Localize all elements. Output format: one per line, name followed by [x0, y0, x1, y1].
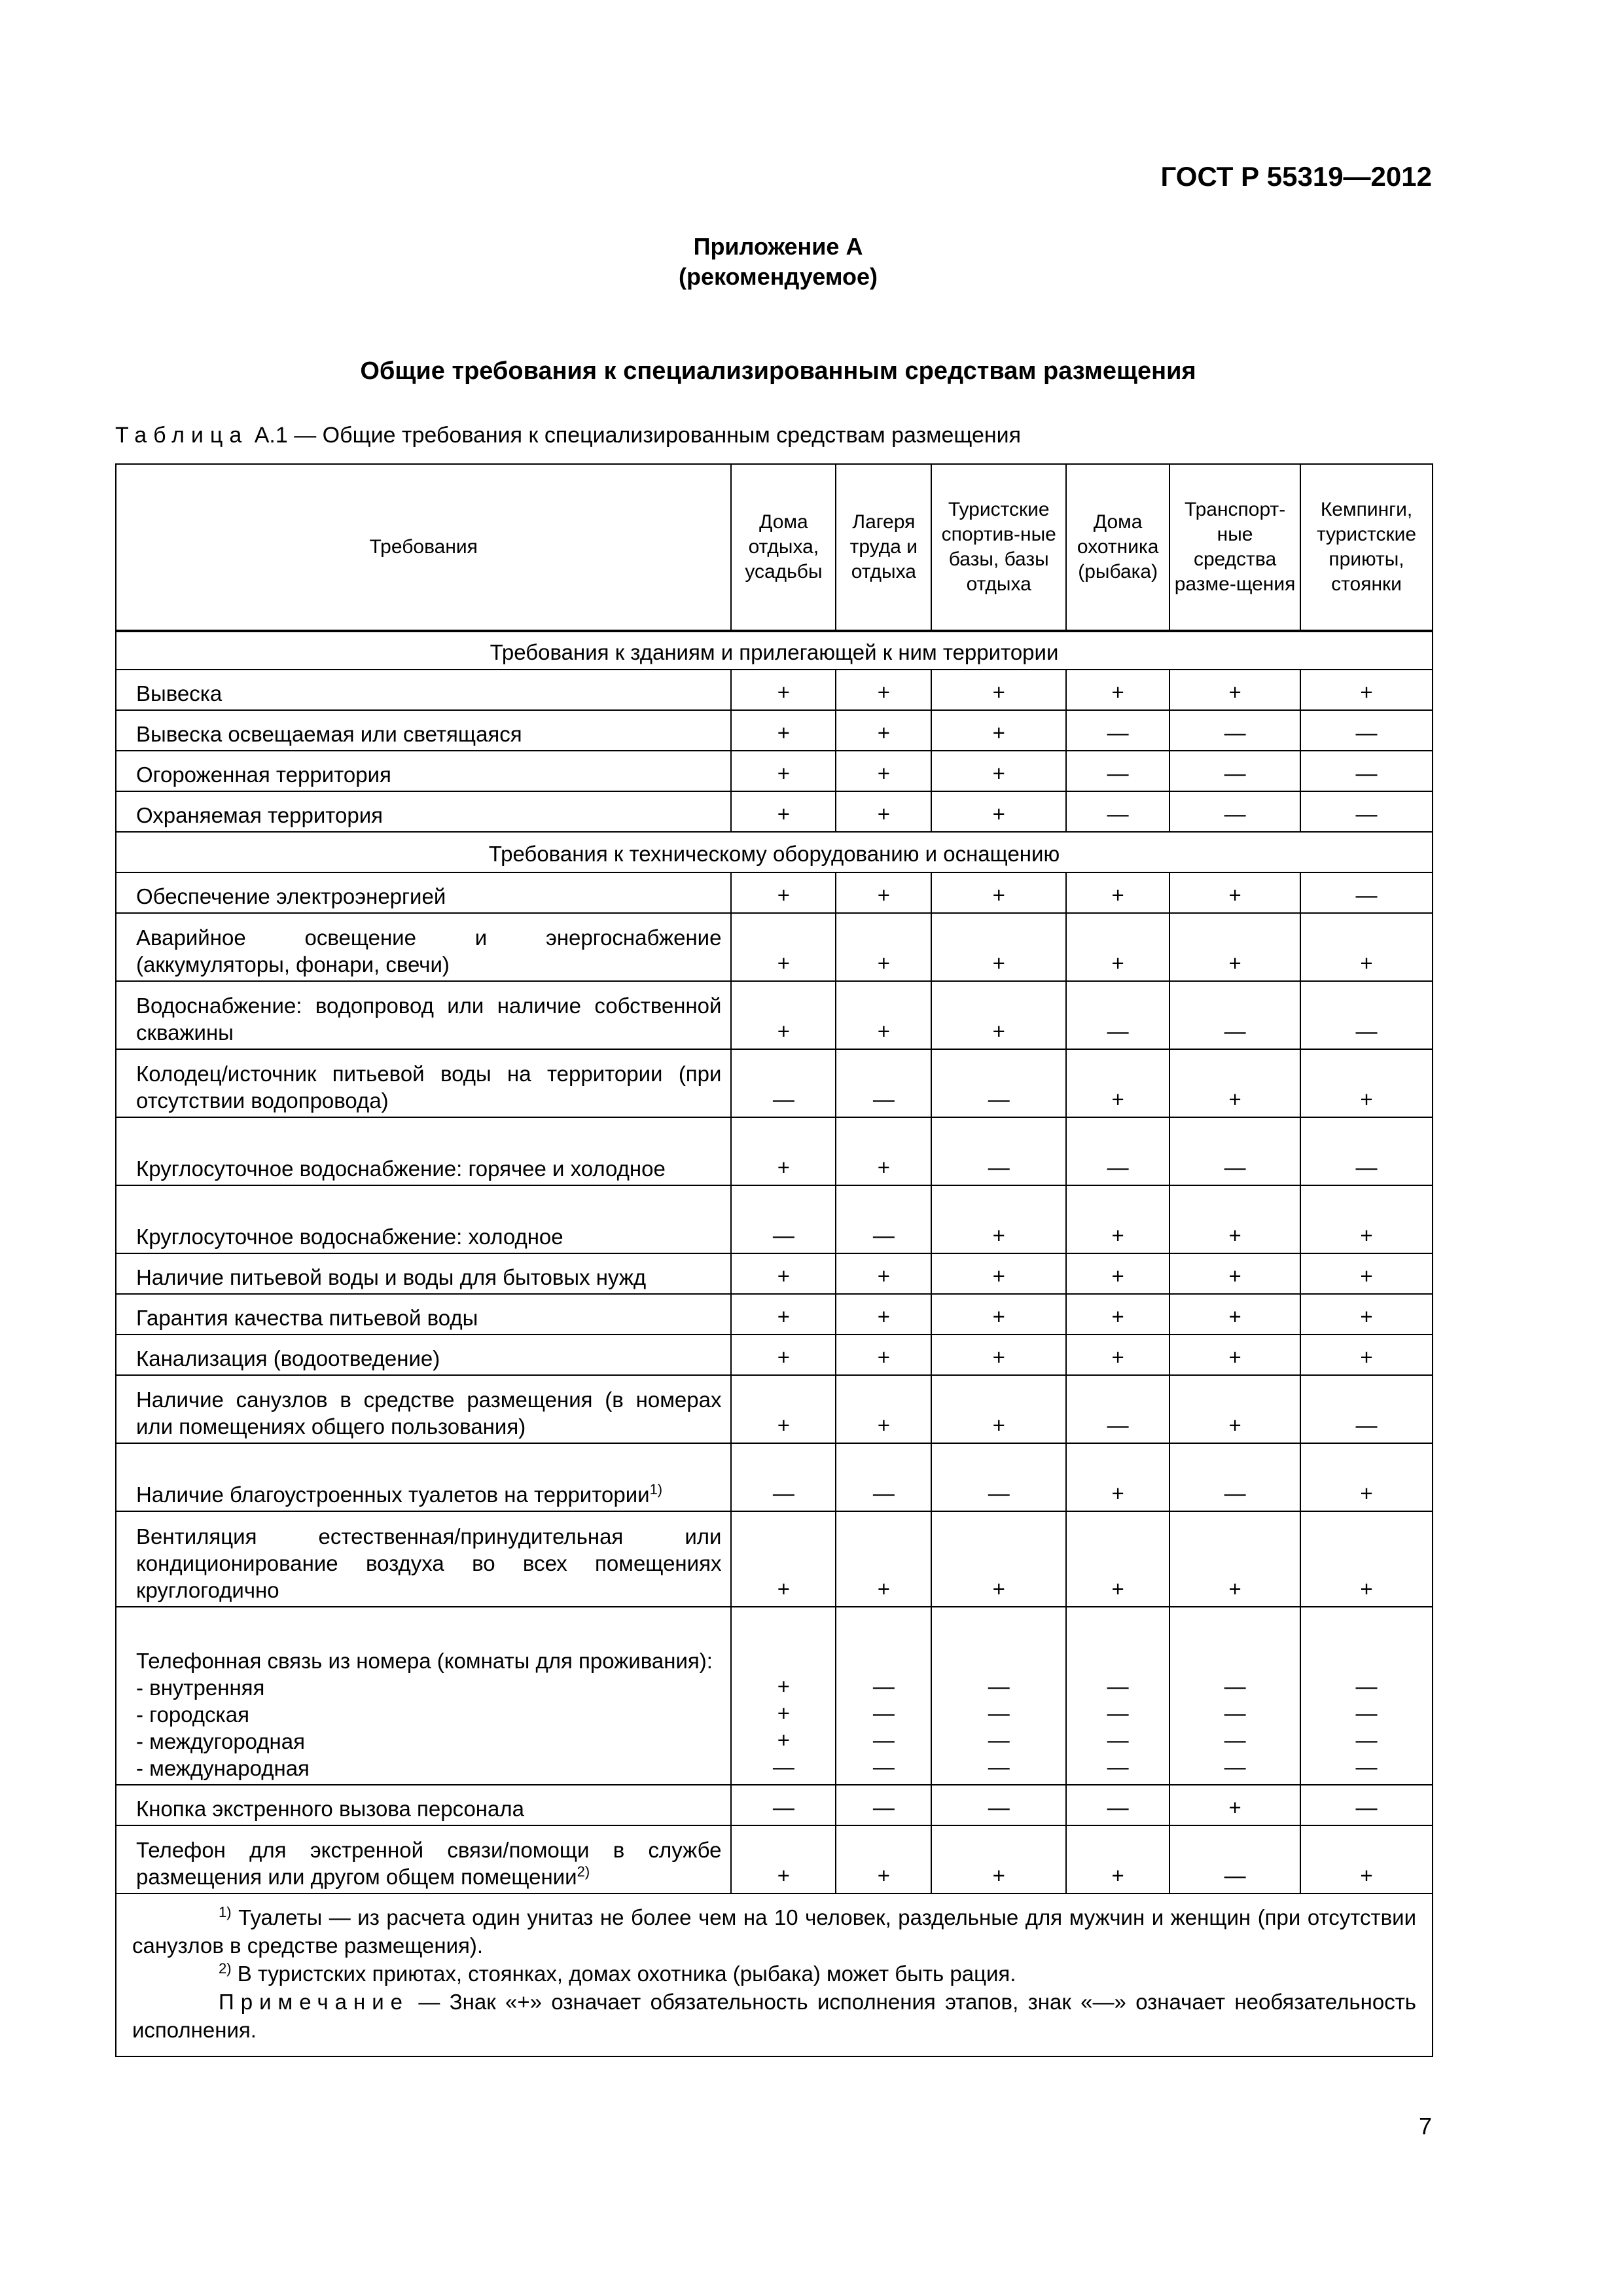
- requirement-value: —: [1066, 1375, 1169, 1443]
- notes-row: [116, 1893, 1433, 2056]
- requirement-value: +: [1066, 1511, 1169, 1607]
- column-header: Требования: [116, 464, 731, 630]
- column-header: Дома охотника (рыбака): [1066, 464, 1169, 630]
- table-row: [116, 913, 1433, 981]
- column-header: Туристские спортив-ные базы, базы отдыха: [931, 464, 1066, 630]
- requirement-value: +: [731, 872, 836, 913]
- requirement-value: —: [836, 1049, 931, 1117]
- requirement-label: Наличие санузлов в средстве размещения (в номерах или помещениях общего пользования): [116, 1375, 731, 1443]
- requirement-value: — — — —: [1169, 1607, 1300, 1785]
- requirement-value: +: [1066, 1294, 1169, 1335]
- requirement-value: —: [1300, 710, 1433, 751]
- requirement-value: +: [836, 1825, 931, 1893]
- requirement-value: —: [1169, 1117, 1300, 1185]
- requirement-value: +: [1169, 1185, 1300, 1253]
- requirement-value: +: [1066, 1185, 1169, 1253]
- page-number: 7: [1418, 2113, 1432, 2140]
- requirement-value: +: [1066, 1825, 1169, 1893]
- requirement-value: +: [836, 791, 931, 832]
- footnote-marker: 2): [577, 1863, 590, 1880]
- requirement-value: —: [931, 1049, 1066, 1117]
- requirement-value: +: [731, 1375, 836, 1443]
- requirement-value: —: [731, 1785, 836, 1825]
- table-row: [116, 1443, 1433, 1511]
- requirement-label: Охраняемая территория: [116, 791, 731, 832]
- requirement-value: +: [931, 1294, 1066, 1335]
- requirement-value: —: [1169, 791, 1300, 832]
- requirement-value: —: [1300, 872, 1433, 913]
- requirement-label: Круглосуточное водоснабжение: горячее и холодное: [116, 1117, 731, 1185]
- section-label: Требования к зданиям и прилегающей к ним территории: [116, 632, 1433, 670]
- table-note: Примечание — Знак «+» означает обязательность исполнения этапов, знак «—» означает необязательность исполнения.: [132, 1990, 1416, 2042]
- requirement-value: —: [1169, 1443, 1300, 1511]
- requirement-label: Гарантия качества питьевой воды: [116, 1294, 731, 1335]
- requirement-value: +: [731, 710, 836, 751]
- requirement-label: Наличие питьевой воды и воды для бытовых нужд: [116, 1253, 731, 1294]
- requirement-value: — — — —: [836, 1607, 931, 1785]
- requirement-label: Огороженная территория: [116, 751, 731, 791]
- requirement-value: +: [836, 1117, 931, 1185]
- requirement-label: Колодец/источник питьевой воды на территории (при отсутствии водопровода): [116, 1049, 731, 1117]
- requirement-value: +: [731, 1294, 836, 1335]
- phone-type-item: - внутренняя: [136, 1676, 265, 1700]
- requirement-value: +: [931, 1253, 1066, 1294]
- requirement-value: —: [931, 1443, 1066, 1511]
- requirement-value: +: [1169, 1785, 1300, 1825]
- requirement-value: +: [931, 872, 1066, 913]
- requirement-value: +: [731, 670, 836, 710]
- requirement-value: +: [1169, 872, 1300, 913]
- requirement-value: +: [1066, 872, 1169, 913]
- requirement-label: Вывеска: [116, 670, 731, 710]
- requirement-label: Водоснабжение: водопровод или наличие собственной скважины: [116, 981, 731, 1049]
- document-code: ГОСТ Р 55319—2012: [1160, 161, 1432, 192]
- table-row: [116, 1253, 1433, 1294]
- requirement-value: +: [731, 1253, 836, 1294]
- requirement-label: Аварийное освещение и энергоснабжение (аккумуляторы, фонари, свечи): [116, 913, 731, 981]
- requirement-value: +: [836, 1511, 931, 1607]
- table-row: [116, 1335, 1433, 1375]
- requirement-label: Телефонная связь из номера (комнаты для проживания): - внутренняя - городская - междугородная - международная: [116, 1607, 731, 1785]
- table-row: [116, 1607, 1433, 1785]
- requirement-value: +: [836, 670, 931, 710]
- requirement-value: —: [836, 1185, 931, 1253]
- requirement-label: Канализация (водоотведение): [116, 1335, 731, 1375]
- requirement-value: +: [1300, 670, 1433, 710]
- requirement-value: +: [1169, 1375, 1300, 1443]
- phone-type-item: - городская: [136, 1702, 249, 1727]
- requirement-value: +: [931, 751, 1066, 791]
- requirement-value: —: [1300, 981, 1433, 1049]
- requirement-value: +: [931, 670, 1066, 710]
- phone-type-item: - международная: [136, 1756, 310, 1780]
- requirement-value: +: [836, 1335, 931, 1375]
- appendix-title: Приложение А: [693, 233, 863, 260]
- requirement-value: +: [731, 1335, 836, 1375]
- requirement-value: —: [1066, 1117, 1169, 1185]
- section-label: Требования к техническому оборудованию и оснащению: [116, 832, 1433, 872]
- requirement-value: +: [931, 913, 1066, 981]
- table-row: [116, 670, 1433, 710]
- requirement-value: +: [836, 751, 931, 791]
- requirements-table: [115, 463, 1433, 2057]
- section-row: [116, 832, 1433, 872]
- table-row: [116, 710, 1433, 751]
- requirement-value: —: [1169, 710, 1300, 751]
- requirement-value: +: [931, 1511, 1066, 1607]
- requirement-value: + + + —: [731, 1607, 836, 1785]
- requirement-value: +: [1169, 1049, 1300, 1117]
- requirement-value: +: [1300, 1335, 1433, 1375]
- table-caption-text: А.1 — Общие требования к специализированным средствам размещения: [248, 423, 1022, 448]
- requirement-value: —: [1169, 751, 1300, 791]
- requirement-value: —: [1300, 1117, 1433, 1185]
- requirement-value: —: [1066, 791, 1169, 832]
- requirement-label: Круглосуточное водоснабжение: холодное: [116, 1185, 731, 1253]
- requirement-value: +: [1300, 1185, 1433, 1253]
- requirement-label: Наличие благоустроенных туалетов на территории$^{1)}$: [116, 1443, 731, 1511]
- requirement-value: +: [836, 1294, 931, 1335]
- requirement-label: Вывеска освещаемая или светящаяся: [116, 710, 731, 751]
- requirement-value: +: [1300, 1825, 1433, 1893]
- table-row: [116, 1117, 1433, 1185]
- column-header: Дома отдыха, усадьбы: [731, 464, 836, 630]
- requirement-value: +: [1300, 1253, 1433, 1294]
- footnote-1: $^{1)}$ Туалеты — из расчета один унитаз не более чем на 10 человек, раздельные для мужчин и женщин (при отсутствии санузлов в средстве размещения).: [132, 1904, 1416, 1958]
- requirement-value: —: [931, 1785, 1066, 1825]
- requirement-value: +: [1169, 1253, 1300, 1294]
- requirement-value: +: [731, 913, 836, 981]
- table-row: [116, 981, 1433, 1049]
- requirement-value: —: [1300, 751, 1433, 791]
- requirement-value: +: [1300, 1049, 1433, 1117]
- footnote-2: $^{2)}$ В туристских приютах, стоянках, домах охотника (рыбака) может быть рация.: [219, 1960, 1016, 1986]
- requirement-value: — — — —: [1300, 1607, 1433, 1785]
- table-row: [116, 1785, 1433, 1825]
- requirement-value: +: [836, 1253, 931, 1294]
- phone-type-item: - междугородная: [136, 1729, 306, 1753]
- requirement-value: +: [1066, 670, 1169, 710]
- requirement-value: +: [1066, 1049, 1169, 1117]
- requirement-value: +: [1066, 913, 1169, 981]
- requirement-value: +: [731, 981, 836, 1049]
- table-row: [116, 1294, 1433, 1335]
- requirement-value: +: [1169, 1294, 1300, 1335]
- table-notes: [116, 1893, 1433, 2056]
- requirement-value: +: [836, 913, 931, 981]
- table-row: [116, 1511, 1433, 1607]
- appendix-heading: [0, 232, 1556, 292]
- section-row: [116, 632, 1433, 670]
- requirement-value: +: [731, 1511, 836, 1607]
- requirement-value: +: [1300, 913, 1433, 981]
- requirement-value: +: [1169, 913, 1300, 981]
- footnote-marker: 1): [649, 1481, 663, 1498]
- requirement-label: Кнопка экстренного вызова персонала: [116, 1785, 731, 1825]
- requirement-value: —: [1066, 710, 1169, 751]
- requirement-value: —: [1169, 981, 1300, 1049]
- requirement-value: +: [1066, 1443, 1169, 1511]
- requirement-value: +: [731, 1825, 836, 1893]
- table-row: [116, 1375, 1433, 1443]
- requirement-value: +: [931, 1825, 1066, 1893]
- requirement-value: — — — —: [931, 1607, 1066, 1785]
- requirement-value: —: [836, 1785, 931, 1825]
- requirement-value: +: [836, 710, 931, 751]
- requirement-value: +: [836, 1375, 931, 1443]
- requirement-label: Обеспечение электроэнергией: [116, 872, 731, 913]
- requirement-value: — — — —: [1066, 1607, 1169, 1785]
- requirement-value: +: [931, 710, 1066, 751]
- table-row: [116, 1185, 1433, 1253]
- requirement-value: +: [931, 1375, 1066, 1443]
- requirement-value: —: [1169, 1825, 1300, 1893]
- table-caption: [115, 423, 1021, 448]
- column-header: Транспорт-ные средства разме-щения: [1169, 464, 1300, 630]
- table-row: [116, 791, 1433, 832]
- requirement-value: +: [1300, 1443, 1433, 1511]
- requirement-label: Телефон для экстренной связи/помощи в службе размещения или другом общем помещении$^{2)}$: [116, 1825, 731, 1893]
- requirement-value: +: [731, 751, 836, 791]
- column-header: Лагеря труда и отдыха: [836, 464, 931, 630]
- table-row: [116, 1049, 1433, 1117]
- requirement-value: —: [731, 1443, 836, 1511]
- requirement-value: +: [836, 981, 931, 1049]
- requirement-value: —: [731, 1185, 836, 1253]
- requirement-value: +: [836, 872, 931, 913]
- requirement-value: +: [1066, 1335, 1169, 1375]
- table-row: [116, 1825, 1433, 1893]
- requirement-label: Вентиляция естественная/принудительная или кондиционирование воздуха во всех помещениях круглогодично: [116, 1511, 731, 1607]
- requirement-value: —: [836, 1443, 931, 1511]
- requirement-value: —: [1066, 751, 1169, 791]
- requirement-value: —: [1066, 1785, 1169, 1825]
- requirement-value: —: [1300, 1375, 1433, 1443]
- requirement-value: —: [1066, 981, 1169, 1049]
- requirement-value: +: [931, 981, 1066, 1049]
- requirement-value: +: [1169, 670, 1300, 710]
- table-header-row: [116, 464, 1433, 630]
- requirement-value: +: [931, 1185, 1066, 1253]
- requirement-value: —: [1300, 791, 1433, 832]
- requirement-value: +: [1300, 1511, 1433, 1607]
- column-header: Кемпинги, туристские приюты, стоянки: [1300, 464, 1433, 630]
- requirement-value: +: [1066, 1253, 1169, 1294]
- requirement-value: —: [931, 1117, 1066, 1185]
- appendix-subtitle: (рекомендуемое): [679, 263, 878, 290]
- section-title: Общие требования к специализированным средствам размещения: [360, 357, 1196, 385]
- requirement-value: +: [731, 791, 836, 832]
- requirement-value: +: [931, 1335, 1066, 1375]
- requirement-value: —: [1300, 1785, 1433, 1825]
- table-caption-prefix: Таблица: [115, 423, 249, 448]
- requirement-value: +: [1300, 1294, 1433, 1335]
- requirement-value: —: [731, 1049, 836, 1117]
- table-row: [116, 751, 1433, 791]
- requirement-value: +: [731, 1117, 836, 1185]
- table-row: [116, 872, 1433, 913]
- requirement-value: +: [1169, 1511, 1300, 1607]
- requirement-value: +: [1169, 1335, 1300, 1375]
- requirement-value: +: [931, 791, 1066, 832]
